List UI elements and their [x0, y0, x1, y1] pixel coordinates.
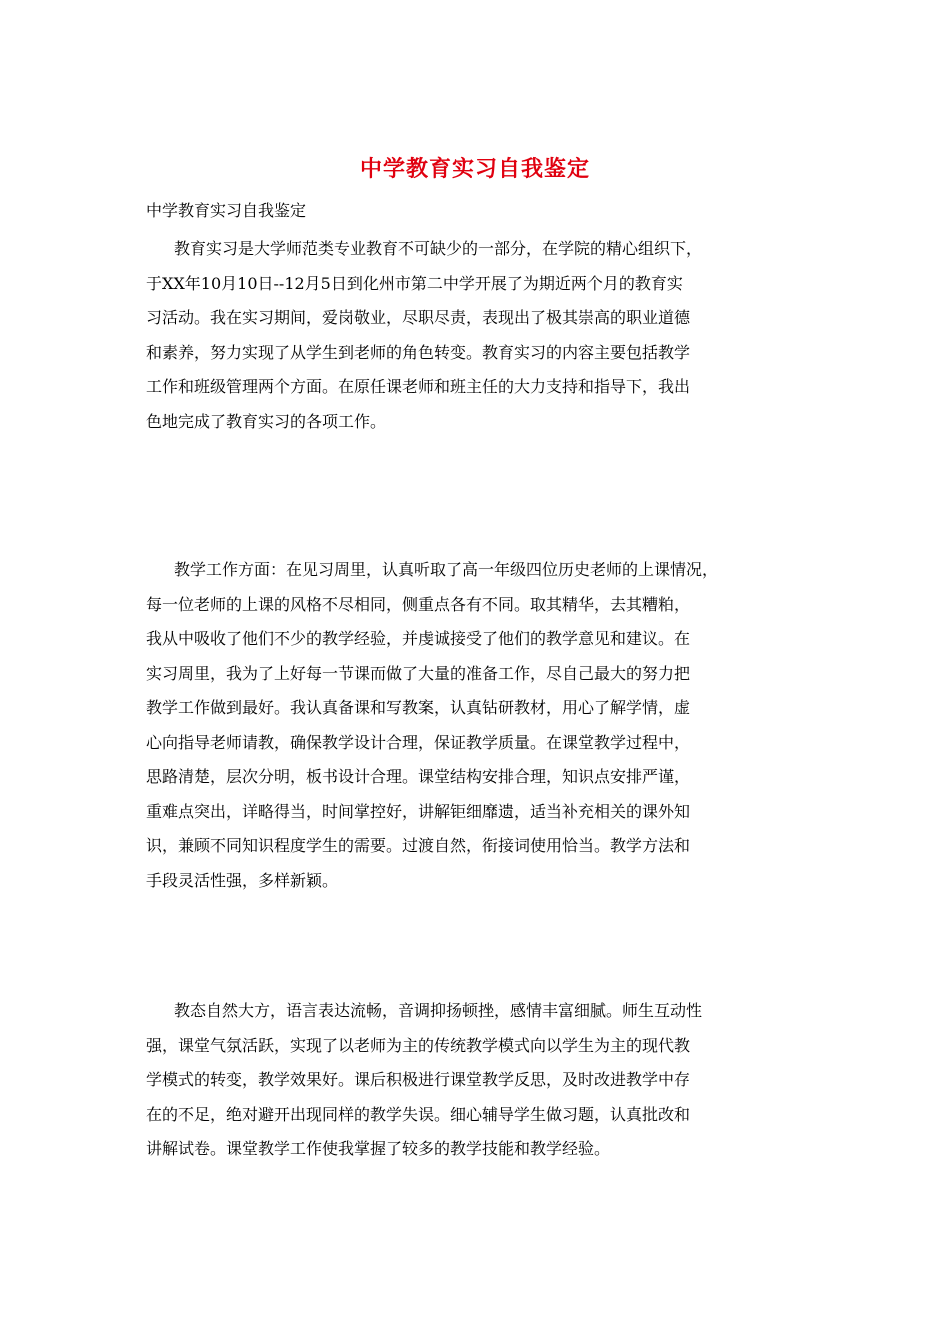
paragraph-line: 和素养，努力实现了从学生到老师的角色转变。教育实习的内容主要包括教学 — [146, 342, 691, 362]
paragraph-line: 色地完成了教育实习的各项工作。 — [146, 411, 387, 431]
paragraph-line: 心向指导老师请教，确保教学设计合理，保证教学质量。在课堂教学过程中， — [146, 732, 691, 752]
paragraph-line: 重难点突出，详略得当，时间掌控好，讲解钜细靡遗，适当补充相关的课外知 — [146, 801, 691, 821]
paragraph-line: 每一位老师的上课的风格不尽相同，侧重点各有不同。取其精华，去其糟粕， — [146, 594, 691, 614]
paragraph-line: 识，兼顾不同知识程度学生的需要。过渡自然，衔接词使用恰当。教学方法和 — [146, 836, 691, 855]
paragraph-line: 讲解试卷。课堂教学工作使我掌握了较多的教学技能和教学经验。 — [146, 1139, 611, 1158]
paragraph-line: 教学工作做到最好。我认真备课和写教案，认真钻研教材，用心了解学情，虚 — [146, 698, 691, 717]
paragraph-1 — [146, 232, 846, 439]
paragraph-line: 强，课堂气氛活跃，实现了以老师为主的传统教学模式向以学生为主的现代教 — [146, 1035, 691, 1055]
paragraph-line: 手段灵活性强，多样新颖。 — [146, 870, 339, 890]
document-title: 中学教育实习自我鉴定 — [359, 156, 590, 182]
paragraph-3 — [146, 994, 846, 1167]
paragraph-line: 教态自然大方，语言表达流畅，音调抑扬顿挫，感情丰富细腻。师生互动性 — [174, 1001, 703, 1020]
paragraph-line: 我从中吸收了他们不少的教学经验，并虔诚接受了他们的教学意见和建议。在 — [146, 629, 691, 648]
document-subtitle: 中学教育实习自我鉴定 — [146, 201, 307, 220]
paragraph-line: 思路清楚，层次分明，板书设计合理。课堂结构安排合理，知识点安排严谨， — [146, 767, 691, 786]
paragraph-line: 教学工作方面：在见习周里，认真听取了高一年级四位历史老师的上课情况， — [174, 560, 719, 579]
paragraph-2 — [146, 553, 846, 898]
paragraph-line: 教育实习是大学师范类专业教育不可缺少的一部分，在学院的精心组织下， — [174, 239, 703, 258]
paragraph-line: 在的不足，绝对避开出现同样的教学失误。细心辅导学生做习题，认真批改和 — [146, 1104, 691, 1124]
paragraph-line: 于XX年10月10日--12月5日到化州市第二中学开展了为期近两个月的教育实 — [146, 273, 683, 293]
paragraph-line: 工作和班级管理两个方面。在原任课老师和班主任的大力支持和指导下，我出 — [146, 377, 691, 396]
paragraph-line: 实习周里，我为了上好每一节课而做了大量的准备工作，尽自己最大的努力把 — [146, 663, 691, 683]
paragraph-line: 学模式的转变，教学效果好。课后积极进行课堂教学反思，及时改进教学中存 — [146, 1070, 691, 1089]
paragraph-line: 习活动。我在实习期间，爱岗敬业，尽职尽责，表现出了极其崇高的职业道德 — [146, 308, 691, 327]
